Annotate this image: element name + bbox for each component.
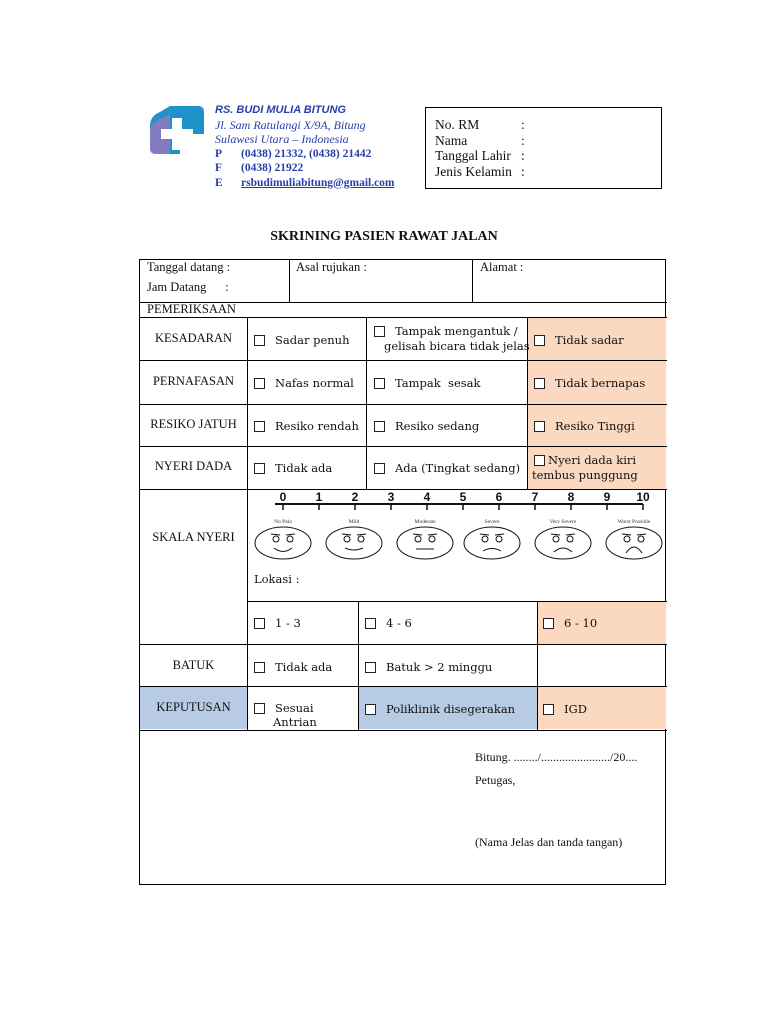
field-lokasi[interactable]: Lokasi : (254, 572, 300, 586)
checkbox-icon[interactable] (365, 618, 376, 629)
option-resiko-sedang[interactable]: Resiko sedang (374, 419, 479, 433)
pain-face-icon (464, 527, 520, 559)
pain-face-icon (606, 527, 662, 559)
option-tampak-mengantuk-line2: gelisah bicara tidak jelas (384, 339, 530, 353)
checkbox-icon[interactable] (374, 463, 385, 474)
pain-face-icon (326, 527, 382, 559)
checkbox-icon[interactable] (534, 378, 545, 389)
pain-face-icon (255, 527, 311, 559)
option-nafas-normal[interactable]: Nafas normal (254, 376, 354, 390)
hospital-info (215, 103, 395, 190)
label-resiko-jatuh: RESIKO JATUH (150, 417, 237, 431)
option-nyeri-dada-kiri-line2: tembus punggung (532, 468, 638, 482)
pain-number-8: 8 (567, 490, 575, 504)
hospital-phone: P (0438) 21332, (0438) 21442 (215, 147, 372, 160)
hospital-address-1: Jl. Sam Ratulangi X/9A, Bitung (215, 117, 366, 132)
option-tidak-sadar[interactable]: Tidak sadar (534, 333, 624, 347)
checkbox-icon[interactable] (534, 421, 545, 432)
pain-number-7: 7 (531, 490, 539, 504)
option-igd[interactable]: IGD (543, 702, 587, 716)
option-skala-6-10[interactable]: 6 - 10 (543, 616, 597, 630)
patient-gender-row: Jenis Kelamin : (435, 163, 525, 179)
option-tidak-bernapas[interactable]: Tidak bernapas (534, 376, 645, 390)
hospital-fax: F (0438) 21922 (215, 162, 304, 174)
option-resiko-rendah[interactable]: Resiko rendah (254, 419, 359, 433)
label-batuk: BATUK (172, 658, 215, 672)
checkbox-icon[interactable] (374, 421, 385, 432)
checkbox-icon[interactable] (254, 463, 265, 474)
pain-number-1: 1 (315, 490, 323, 504)
face-label: Very Severe (549, 519, 577, 525)
checkbox-icon[interactable] (374, 378, 385, 389)
face-label: Worst Possible (617, 519, 651, 525)
checkbox-icon[interactable] (254, 421, 265, 432)
hospital-logo (146, 104, 206, 156)
field-tanggal-datang[interactable]: Tanggal datang : (147, 260, 231, 274)
option-poliklinik-disegerakan[interactable]: Poliklinik disegerakan (365, 702, 515, 716)
patient-dob-row: Tanggal Lahir : (435, 148, 525, 163)
option-nyeri-tidak-ada[interactable]: Tidak ada (254, 461, 332, 475)
patient-rm-row: No. RM : (435, 117, 525, 132)
pain-face-icon (397, 527, 453, 559)
pain-number-3: 3 (387, 490, 395, 504)
field-jam-datang[interactable]: Jam Datang : (147, 280, 229, 294)
pain-number-2: 2 (351, 490, 359, 504)
checkbox-icon[interactable] (543, 704, 554, 715)
option-batuk-2-minggu[interactable]: Batuk > 2 minggu (365, 660, 492, 674)
signature-name[interactable]: (Nama Jelas dan tanda tangan) (475, 835, 623, 849)
label-kesadaran: KESADARAN (154, 331, 233, 345)
patient-name-row: Nama : (435, 132, 525, 148)
hospital-email: E rsbudimuliabitung@gmail.com (215, 176, 395, 189)
field-alamat[interactable]: Alamat : (480, 260, 524, 274)
checkbox-icon[interactable] (254, 378, 265, 389)
screening-table (139, 259, 666, 885)
checkbox-icon[interactable] (534, 455, 545, 466)
hospital-address-2: Sulawesi Utara – Indonesia (215, 132, 349, 146)
signature-petugas: Petugas, (475, 773, 516, 787)
label-nyeri-dada: NYERI DADA (154, 459, 233, 473)
face-label: Severe (484, 519, 500, 525)
pain-number-6: 6 (495, 490, 503, 504)
label-keputusan: KEPUTUSAN (156, 700, 231, 714)
page-title: SKRINING PASIEN RAWAT JALAN (270, 229, 498, 244)
face-label: Mild (348, 519, 360, 525)
pain-number-4: 4 (423, 490, 431, 504)
option-nyeri-dada-kiri[interactable]: Nyeri dada kiri (534, 453, 636, 467)
label-pernafasan: PERNAFASAN (152, 374, 235, 388)
option-skala-1-3[interactable]: 1 - 3 (254, 616, 301, 630)
option-tampak-sesak[interactable]: Tampak sesak (374, 376, 480, 390)
option-tampak-mengantuk[interactable]: Tampak mengantuk / (374, 324, 518, 338)
option-nyeri-ada[interactable]: Ada (Tingkat sedang) (374, 461, 520, 475)
checkbox-icon[interactable] (254, 662, 265, 673)
option-batuk-tidak-ada[interactable]: Tidak ada (254, 660, 332, 674)
checkbox-icon[interactable] (365, 662, 376, 673)
checkbox-icon[interactable] (534, 335, 545, 346)
option-sesuai-antrian-line2: Antrian (273, 715, 317, 729)
signature-date[interactable]: Bitung. ......../......................./20.... (475, 750, 638, 764)
checkbox-icon[interactable] (374, 326, 385, 337)
pain-scale-graphic (248, 490, 666, 564)
option-sesuai-antrian[interactable]: Sesuai (254, 701, 314, 715)
pain-number-0: 0 (279, 490, 287, 504)
patient-id-box (425, 107, 662, 189)
checkbox-icon[interactable] (543, 618, 554, 629)
hospital-name: RS. BUDI MULIA BITUNG (215, 104, 346, 116)
pain-number-10: 10 (636, 490, 650, 504)
pain-number-9: 9 (603, 490, 611, 504)
checkbox-icon[interactable] (254, 618, 265, 629)
option-sadar-penuh[interactable]: Sadar penuh (254, 333, 350, 347)
checkbox-icon[interactable] (254, 335, 265, 346)
face-label: No Pain (274, 519, 292, 525)
checkbox-icon[interactable] (365, 704, 376, 715)
option-resiko-tinggi[interactable]: Resiko Tinggi (534, 419, 635, 433)
pain-face-icon (535, 527, 591, 559)
field-asal-rujukan[interactable]: Asal rujukan : (296, 260, 367, 274)
checkbox-icon[interactable] (254, 703, 265, 714)
pain-number-5: 5 (459, 490, 467, 504)
section-pemeriksaan: PEMERIKSAAN (147, 302, 236, 316)
email-link[interactable]: rsbudimuliabitung@gmail.com (241, 176, 395, 189)
option-skala-4-6[interactable]: 4 - 6 (365, 616, 412, 630)
face-label: Moderate (414, 519, 436, 525)
label-skala-nyeri: SKALA NYERI (152, 530, 235, 544)
